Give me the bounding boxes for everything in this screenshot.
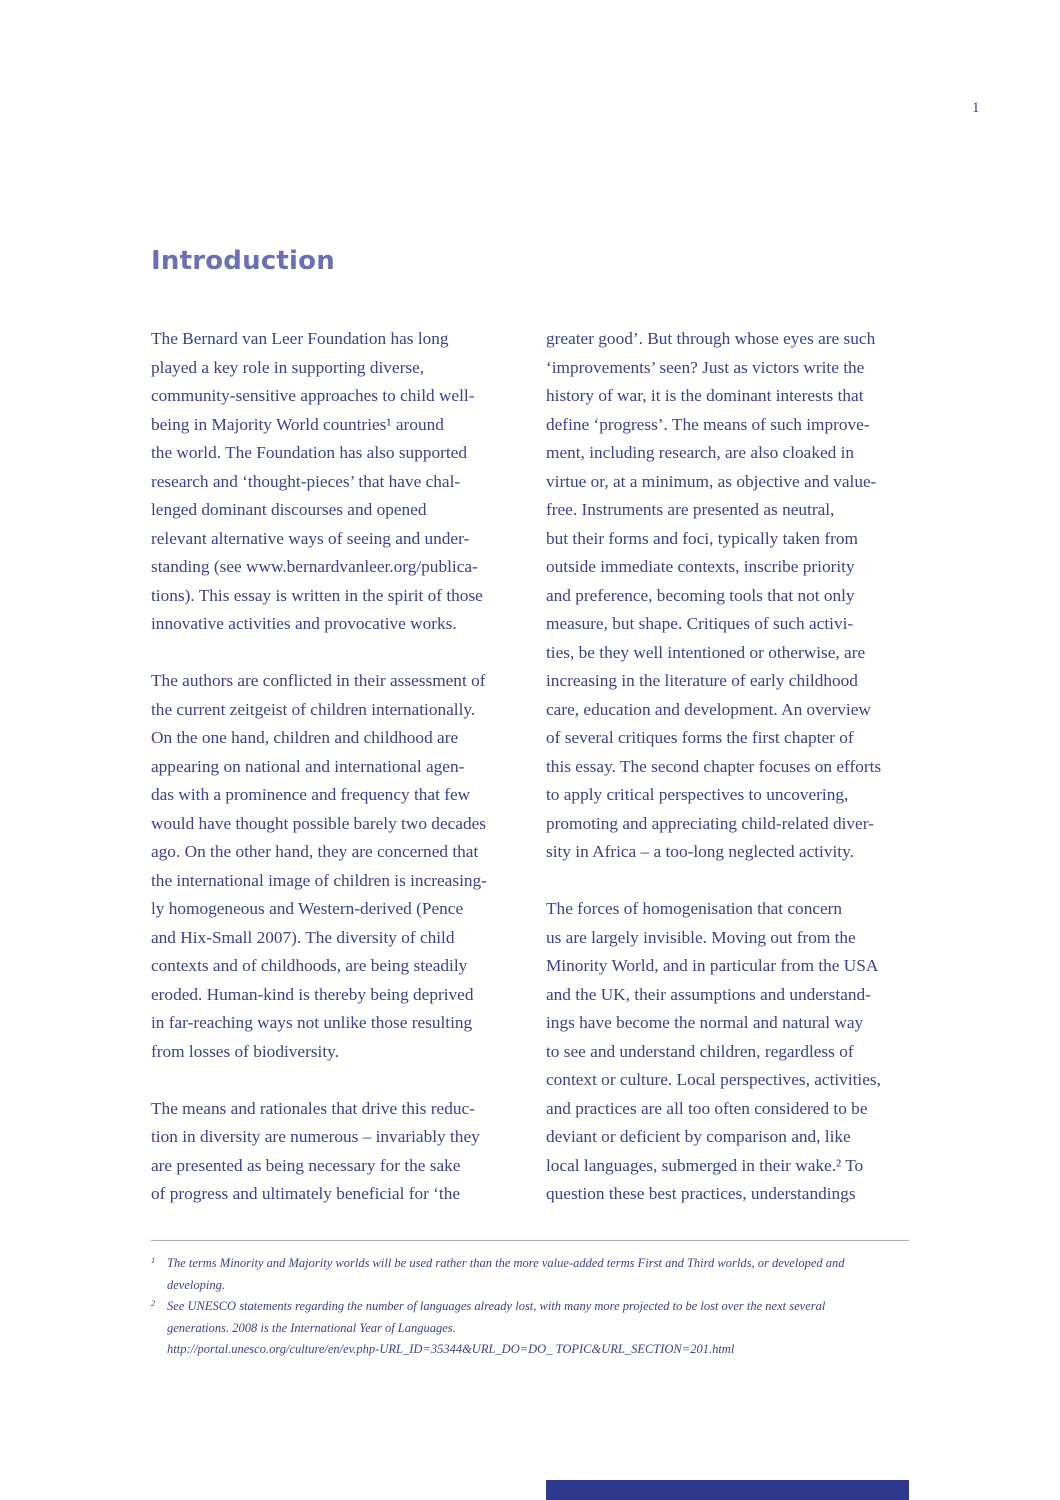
text-line: appearing on national and international agen- bbox=[151, 756, 465, 776]
footnote-marker: 1 bbox=[151, 1256, 155, 1265]
text-line: measure, but shape. Critiques of such activi- bbox=[546, 614, 854, 633]
text-line: Minority World, and in particular from the USA bbox=[546, 956, 879, 975]
footnote-text: See UNESCO statements regarding the number of languages already lost, with many more projected to be lost over the next several bbox=[167, 1299, 826, 1313]
text-line: free. Instruments are presented as neutral, bbox=[546, 500, 835, 519]
text-line: this essay. The second chapter focuses on efforts bbox=[546, 756, 882, 776]
text-line: and practices are all too often considered to be bbox=[546, 1098, 868, 1118]
text-line: of several critiques forms the first chapter of bbox=[546, 728, 854, 747]
text-line: standing (see www.bernardvanleer.org/publica- bbox=[151, 557, 478, 576]
text-line: greater good’. But through whose eyes are such bbox=[546, 329, 876, 348]
paragraph-gap bbox=[151, 639, 521, 668]
text-line: das with a prominence and frequency that few bbox=[151, 785, 471, 804]
footnote-text: The terms Minority and Majority worlds will be used rather than the more value-added terms First and Third worlds, or developed and bbox=[167, 1256, 845, 1270]
text-line: ment, including research, are also cloaked in bbox=[546, 443, 855, 462]
text-line: and preference, becoming tools that not only bbox=[546, 585, 855, 605]
footnote-marker: 2 bbox=[151, 1299, 155, 1308]
text-line: The means and rationales that drive this reduc- bbox=[151, 1098, 475, 1118]
paragraph-gap bbox=[151, 1066, 521, 1095]
text-line: virtue or, at a minimum, as objective and value- bbox=[546, 471, 877, 491]
text-line: played a key role in supporting diverse, bbox=[151, 357, 425, 377]
text-line: and the UK, their assumptions and understand- bbox=[546, 984, 871, 1004]
text-line: deviant or deficient by comparison and, like bbox=[546, 1127, 851, 1146]
text-line: question these best practices, understandings bbox=[546, 1184, 856, 1203]
body-column-left bbox=[151, 325, 521, 1209]
text-line: the current zeitgeist of children internationally. bbox=[151, 699, 476, 719]
footnote-link[interactable]: http://portal.unesco.org/culture/en/ev.php-URL_ID=35344&URL_DO=DO_ TOPIC&URL_SECTION=201.html bbox=[167, 1342, 735, 1356]
text-line: ago. On the other hand, they are concerned that bbox=[151, 842, 479, 861]
text-line: in far-reaching ways not unlike those resulting bbox=[151, 1013, 473, 1032]
text-line: contexts and of childhoods, are being steadily bbox=[151, 956, 468, 975]
text-line: and Hix-Small 2007). The diversity of child bbox=[151, 927, 455, 947]
text-line: innovative activities and provocative works. bbox=[151, 614, 457, 633]
text-line: but their forms and foci, typically taken from bbox=[546, 528, 858, 548]
text-line: community-sensitive approaches to child well- bbox=[151, 386, 475, 405]
section-heading: Introduction bbox=[151, 246, 335, 276]
footer-color-bar bbox=[546, 1480, 909, 1500]
text-line: the world. The Foundation has also supported bbox=[151, 443, 467, 462]
text-line: The forces of homogenisation that concern bbox=[546, 899, 843, 918]
text-line: to apply critical perspectives to uncovering, bbox=[546, 785, 849, 804]
footnote-text: developing. bbox=[167, 1277, 225, 1292]
text-line: tion in diversity are numerous – invariably they bbox=[151, 1127, 480, 1146]
text-line: The authors are conflicted in their assessment of bbox=[151, 671, 486, 690]
text-line: tions). This essay is written in the spirit of those bbox=[151, 585, 483, 605]
footnote-1 bbox=[151, 1253, 911, 1296]
text-line: outside immediate contexts, inscribe priority bbox=[546, 557, 855, 576]
paragraph-gap bbox=[546, 867, 916, 896]
footnote-2 bbox=[151, 1296, 911, 1361]
text-line: local languages, submerged in their wake.² To bbox=[546, 1155, 864, 1175]
text-line: On the one hand, children and childhood are bbox=[151, 728, 459, 747]
text-line: ties, be they well intentioned or otherwise, are bbox=[546, 642, 866, 662]
text-line: context or culture. Local perspectives, activities, bbox=[546, 1070, 881, 1089]
text-line: promoting and appreciating child-related diver- bbox=[546, 813, 874, 833]
text-line: the international image of children is increasing- bbox=[151, 870, 487, 890]
text-line: The Bernard van Leer Foundation has long bbox=[151, 329, 449, 348]
text-line: ly homogeneous and Western-derived (Pence bbox=[151, 899, 464, 918]
text-line: research and ‘thought-pieces’ that have chal- bbox=[151, 471, 461, 491]
text-line: are presented as being necessary for the sake bbox=[151, 1155, 461, 1175]
body-column-right bbox=[546, 325, 916, 1209]
text-line: sity in Africa – a too-long neglected activity. bbox=[546, 842, 854, 861]
text-line: increasing in the literature of early childhood bbox=[546, 671, 858, 690]
text-line: us are largely invisible. Moving out from the bbox=[546, 927, 856, 947]
text-line: eroded. Human-kind is thereby being deprived bbox=[151, 984, 474, 1004]
text-line: ‘improvements’ seen? Just as victors write the bbox=[546, 357, 865, 377]
text-line: lenged dominant discourses and opened bbox=[151, 500, 427, 519]
text-line: care, education and development. An overview bbox=[546, 699, 871, 719]
text-line: being in Majority World countries¹ around bbox=[151, 414, 444, 434]
text-line: relevant alternative ways of seeing and under- bbox=[151, 528, 470, 548]
text-line: would have thought possible barely two decades bbox=[151, 813, 486, 833]
text-line: from losses of biodiversity. bbox=[151, 1041, 339, 1061]
footnote-divider bbox=[151, 1240, 909, 1241]
text-line: to see and understand children, regardless of bbox=[546, 1041, 854, 1061]
text-line: define ‘progress’. The means of such improve- bbox=[546, 414, 870, 434]
text-line: history of war, it is the dominant interests that bbox=[546, 386, 864, 405]
text-line: ings have become the normal and natural way bbox=[546, 1013, 864, 1032]
text-line: of progress and ultimately beneficial for ‘the bbox=[151, 1184, 461, 1203]
page-number: 1 bbox=[972, 100, 980, 116]
footnote-text: generations. 2008 is the International Year of Languages. bbox=[167, 1320, 456, 1335]
